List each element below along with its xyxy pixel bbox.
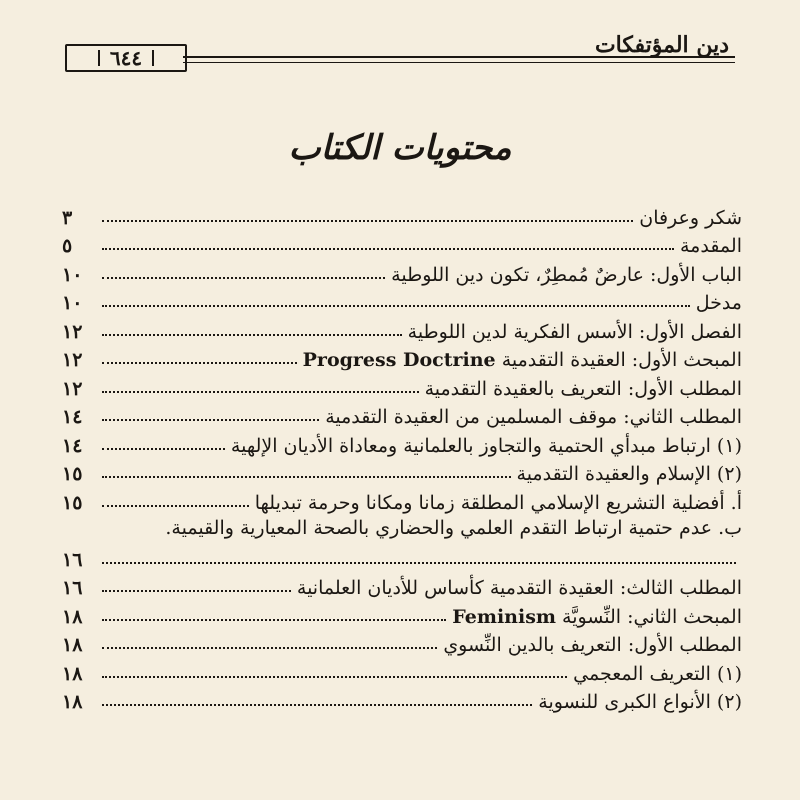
toc-entry bbox=[62, 286, 742, 315]
toc-entry-title-text: المطلب الأول: التعريف بالدين النِّسوي bbox=[443, 634, 742, 656]
table-of-contents bbox=[62, 200, 742, 713]
toc-entry-title bbox=[573, 663, 742, 685]
toc-entry-title-text: (٢) الأنواع الكبرى للنسوية bbox=[538, 691, 742, 713]
toc-entry-title-text: مدخل bbox=[695, 292, 742, 314]
toc-page-number: ١٤ bbox=[62, 406, 83, 428]
toc-entry bbox=[62, 229, 742, 258]
header-rule-thin bbox=[183, 62, 735, 63]
toc-page-number: ١٢ bbox=[62, 320, 83, 343]
toc-entry bbox=[62, 628, 742, 657]
toc-entry-title bbox=[391, 264, 742, 286]
toc-leader-dots bbox=[102, 704, 532, 706]
toc-entry bbox=[62, 400, 742, 429]
toc-entry bbox=[62, 343, 742, 372]
toc-page-number: ١٨ bbox=[62, 691, 83, 713]
toc-page-number: ١٤ bbox=[62, 434, 83, 457]
toc-leader-dots bbox=[102, 448, 225, 450]
toc-entry bbox=[62, 371, 742, 400]
toc-entry-title bbox=[231, 435, 742, 457]
toc-leader-dots bbox=[102, 334, 402, 336]
toc-leader-dots bbox=[102, 419, 319, 421]
toc-entry-title bbox=[517, 463, 742, 485]
toc-entry-title bbox=[297, 577, 742, 599]
toc-entry-title-text: المبحث الأول: العقيدة التقدمية bbox=[501, 349, 742, 371]
toc-entry-title bbox=[255, 492, 742, 514]
toc-entry-title bbox=[303, 349, 742, 371]
toc-entry bbox=[62, 599, 742, 628]
toc-leader-dots bbox=[102, 391, 419, 393]
toc-entry-title-text: الباب الأول: عارضٌ مُمطِرٌ، تكون دين اللوطية bbox=[391, 263, 742, 286]
toc-entry-title bbox=[696, 292, 742, 314]
toc-entry bbox=[62, 485, 742, 514]
toc-entry-title bbox=[443, 634, 742, 656]
toc-page-number: ١٨ bbox=[62, 605, 83, 628]
toc-entry-title-text: المقدمة bbox=[679, 235, 742, 257]
toc-page-number: ١٠ bbox=[62, 263, 83, 286]
toc-page-number: ٥ bbox=[62, 235, 73, 257]
toc-entry bbox=[62, 457, 742, 486]
toc-entry-title-text: المبحث الثاني: النِّسويَّة bbox=[562, 605, 742, 628]
toc-leader-dots bbox=[102, 476, 511, 478]
toc-entry-title bbox=[425, 378, 742, 400]
toc-leader-dots bbox=[102, 220, 633, 222]
toc-entry-title-text: (١) ارتباط مبدأي الحتمية والتجاوز بالعلمانية ومعاداة الأديان الإلهية bbox=[230, 434, 742, 457]
toc-entry-title-text: الفصل الأول: الأسس الفكرية لدين اللوطية bbox=[407, 320, 742, 343]
toc-page-number: ١٥ bbox=[62, 463, 83, 485]
toc-entry-latin: Feminism bbox=[452, 605, 556, 628]
toc-entry bbox=[62, 257, 742, 286]
toc-entry-title bbox=[538, 691, 742, 713]
toc-entry-title bbox=[325, 406, 742, 428]
toc-entry-title-text: المطلب الثاني: موقف المسلمين من العقيدة التقدمية bbox=[325, 406, 742, 428]
toc-entry-title bbox=[680, 235, 742, 257]
toc-entry-title bbox=[452, 606, 742, 628]
running-header bbox=[65, 32, 735, 72]
toc-leader-dots bbox=[102, 619, 446, 621]
toc-entry bbox=[62, 542, 742, 571]
toc-page-number: ١٥ bbox=[62, 491, 83, 514]
toc-entry-title-text: أ. أفضلية التشريع الإسلامي المطلقة زمانا ومكانا وحرمة تبديلها bbox=[254, 491, 742, 514]
toc-leader-dots bbox=[102, 248, 674, 250]
toc-leader-dots bbox=[102, 562, 736, 564]
toc-leader-dots bbox=[102, 277, 385, 279]
toc-entry-title-text: المطلب الثالث: العقيدة التقدمية كأساس للأديان العلمانية bbox=[296, 577, 742, 599]
page-number: ٦٤٤ bbox=[109, 46, 143, 70]
toc-entry bbox=[62, 200, 742, 229]
toc-page-number: ١٢ bbox=[62, 377, 83, 400]
toc-leader-dots bbox=[102, 362, 297, 364]
toc-entry-latin: Progress Doctrine bbox=[302, 349, 496, 371]
toc-entry-title-text: (٢) الإسلام والعقيدة التقدمية bbox=[516, 463, 742, 485]
toc-entry-title-text: شكر وعرفان bbox=[639, 206, 742, 229]
book-title: دين المؤتفكات bbox=[594, 32, 729, 58]
header-rule bbox=[183, 56, 735, 58]
toc-page-number: ١٢ bbox=[62, 349, 83, 371]
toc-page-number: ١٨ bbox=[62, 662, 83, 685]
toc-entry-title-text: المطلب الأول: التعريف بالعقيدة التقدمية bbox=[424, 377, 742, 400]
page-box-bar bbox=[152, 50, 154, 66]
page-number-box bbox=[65, 44, 187, 72]
toc-entry bbox=[62, 685, 742, 714]
toc-entry bbox=[62, 314, 742, 343]
toc-entry bbox=[62, 571, 742, 600]
page-box-bar bbox=[98, 50, 100, 66]
toc-leader-dots bbox=[102, 305, 690, 307]
toc-page-number: ١٦ bbox=[62, 548, 83, 571]
toc-entry-title-text: (١) التعريف المعجمي bbox=[573, 662, 742, 685]
toc-entry: ب. عدم حتمية ارتباط التقدم العلمي والحضاري بالصحة المعيارية والقيمية. bbox=[165, 516, 742, 539]
toc-entry-title bbox=[408, 321, 742, 343]
toc-page-number: ١٨ bbox=[62, 634, 83, 656]
toc-entry-title bbox=[639, 207, 742, 229]
toc-entry bbox=[62, 428, 742, 457]
toc-page-number: ١٦ bbox=[62, 577, 83, 599]
toc-title: محتويات الكتاب bbox=[288, 128, 512, 168]
toc-leader-dots bbox=[102, 647, 437, 649]
toc-entry bbox=[62, 656, 742, 685]
toc-leader-dots bbox=[102, 505, 249, 507]
toc-leader-dots bbox=[102, 676, 567, 678]
toc-page-number: ٣ bbox=[62, 206, 73, 229]
toc-leader-dots bbox=[102, 590, 291, 592]
toc-page-number: ١٠ bbox=[62, 292, 83, 314]
